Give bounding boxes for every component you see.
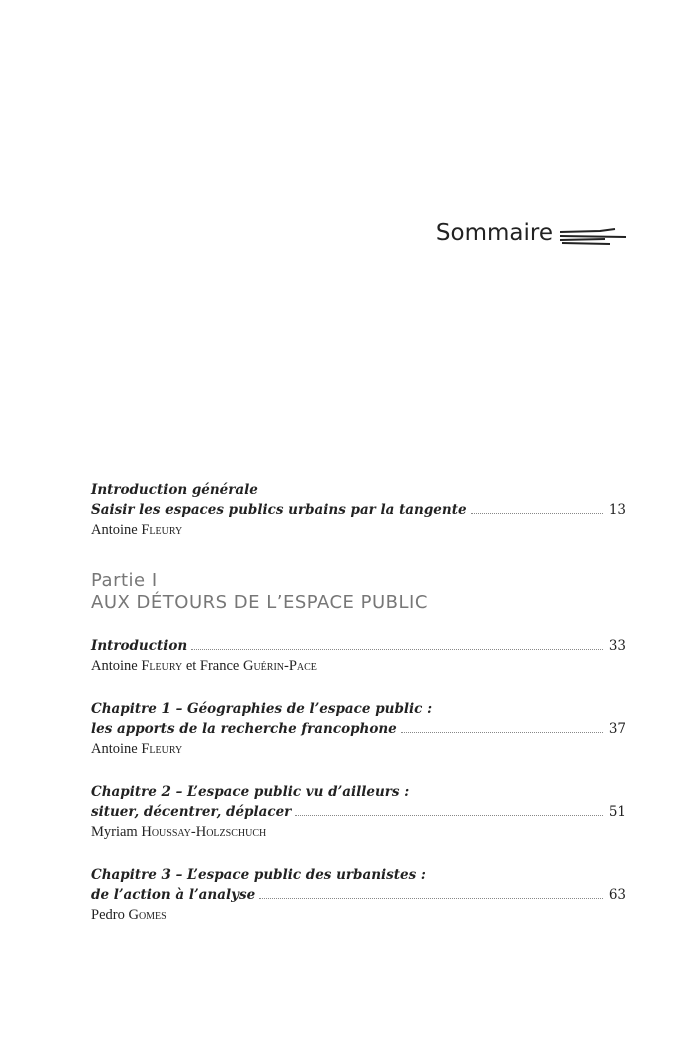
author-last: Gomes [128,907,167,923]
toc-entry[interactable] [91,699,626,759]
dot-leader [471,513,603,514]
toc-entry-author [91,739,626,759]
part-heading [91,570,428,614]
toc-entry-title-line [91,500,626,520]
page-number: 13 [608,502,626,518]
author-last: Fleury [141,658,183,674]
page-title: Sommaire [435,220,553,246]
toc-entry-author [91,656,626,676]
dot-leader [259,898,603,899]
author-last: Houssay-Holzschuch [141,824,267,840]
part-title: AUX DÉTOURS DE L’ESPACE PUBLIC [91,592,428,613]
toc-entry-title-line [91,782,626,802]
page-number: 37 [608,721,626,737]
page-number: 51 [608,804,626,820]
author-first: Myriam [91,824,138,840]
toc-entry-title-line [91,699,626,719]
toc-entry-title-line [91,885,626,905]
toc-entry[interactable] [91,865,626,925]
dot-leader [401,732,603,733]
toc-entry[interactable] [91,636,626,676]
toc-entry-title: Chapitre 1 – Géographies de l’espace public : [91,701,433,717]
toc-entry[interactable] [91,480,626,540]
swoosh-ornament-icon [560,228,630,248]
toc-entry-title: Introduction générale [91,482,258,498]
author-rest: et France [182,658,243,674]
toc-entry-title: Introduction [91,638,188,654]
toc-entry-title-line [91,636,626,656]
toc-entry-title-line [91,480,626,500]
toc-entry-title-line [91,865,626,885]
page-number: 33 [608,638,626,654]
author-first: Antoine [91,741,138,757]
toc-entry-author [91,520,626,540]
author-first: Antoine [91,522,138,538]
author-last2: Guérin-Pace [242,658,317,674]
toc-entry-title: les apports de la recherche francophone [91,721,397,737]
toc-entry-title: de l’action à l’analyse [91,887,256,903]
toc-entry-title-line [91,802,626,822]
dot-leader [191,649,603,650]
toc-entry-author [91,905,626,925]
page-number: 63 [608,887,626,903]
dot-leader [295,815,603,816]
author-first: Antoine [91,658,138,674]
toc-entry-title-line [91,719,626,739]
toc-entry[interactable] [91,782,626,842]
author-first: Pedro [91,907,125,923]
toc-entry-title: Chapitre 2 – L’espace public vu d’ailleurs : [91,784,410,800]
toc-entry-title: situer, décentrer, déplacer [91,804,292,820]
toc-entry-title: Chapitre 3 – L’espace public des urbanistes : [91,867,426,883]
author-last: Fleury [141,522,183,538]
part-label: Partie I [91,570,158,591]
toc-entry-author [91,822,626,842]
author-last: Fleury [141,741,183,757]
toc-entry-title: Saisir les espaces publics urbains par la tangente [91,502,467,518]
